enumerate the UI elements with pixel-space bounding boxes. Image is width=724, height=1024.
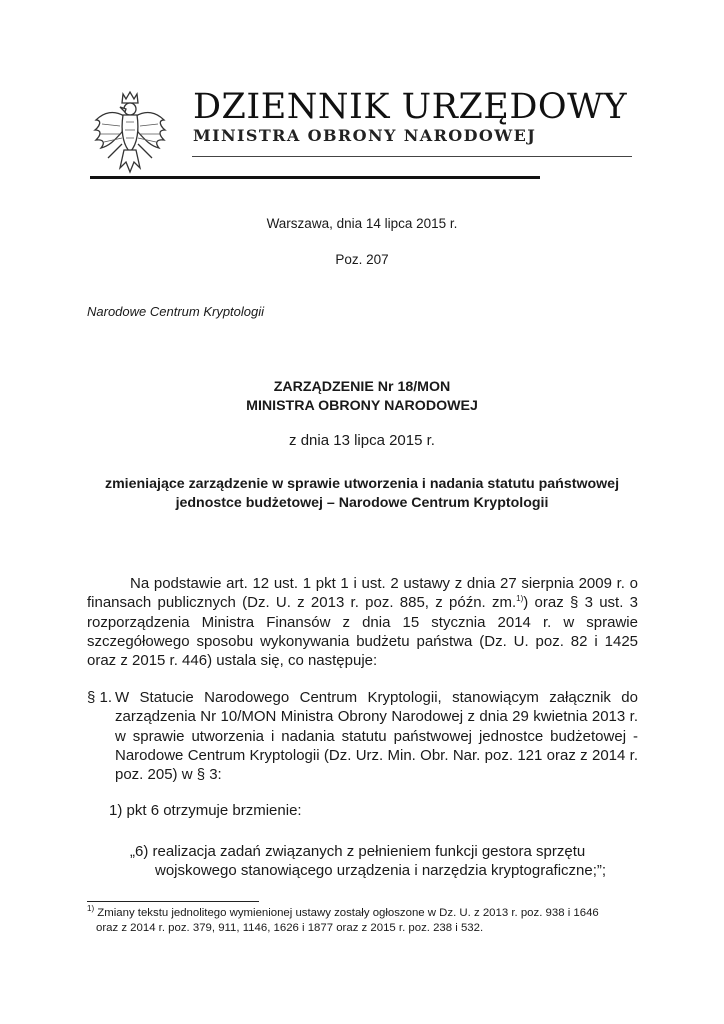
footnote-marker: 1) [87,904,95,914]
footnote-line1: Zmiany tekstu jednolitego wymienionej ustawy zostały ogłoszone w Dz. U. z 2013 r. poz. 938 i 1646 [97,907,599,919]
act-title-line2: MINISTRA OBRONY NARODOWEJ [246,398,478,414]
place-date: Warszawa, dnia 14 lipca 2015 r. [266,216,458,231]
preamble-text-part2: ) oraz § 3 ust. 3 rozporządzenia Ministra Finansów z dnia 15 stycznia 2014 r. w sprawie szczegółowego sposobu wykonywania budżetu państwa (Dz. U. poz. 82 i 1425 oraz z 2015 r. 446) ustala się, co następuje: [87,594,638,670]
act-title [0,378,724,416]
item-number: 1) [109,802,123,819]
list-item [109,802,302,819]
masthead-divider-thin [192,156,632,157]
section-1-number: § 1. [87,689,113,706]
footnote-reference: 1) [516,594,524,604]
masthead [88,84,640,192]
masthead-title: DZIENNIK URZĘDOWY [193,87,628,127]
act-subject-line2: jednostce budżetowej – Narodowe Centrum Kryptologii [175,495,549,511]
polish-eagle-emblem-icon [92,88,168,178]
footnote-separator [87,901,259,902]
act-subject-line1: zmieniające zarządzenie w sprawie utworzenia i nadania statutu państwowej [104,476,620,492]
item-text: pkt 6 otrzymuje brzmienie: [126,802,302,819]
footnote [87,906,638,936]
section-1-text: W Statucie Narodowego Centrum Kryptologii, stanowiącym załącznik do zarządzenia Nr 10/MON Ministra Obrony Narodowej z dnia 29 kwietnia 2013 r. w sprawie utworzenia i nadania statutu państwowej jednostce budżetowej - Narodowe Centrum Kryptologii (Dz. Urz. Min. Obr. Nar. poz. 121 oraz z 2014 r. poz. 205) w § 3: [115,689,638,784]
quote-line2: wojskowego stanowiącego urządzenia i narzędzia kryptograficzne;”; [155,862,607,880]
act-subject [0,475,724,513]
act-title-line1: ZARZĄDZENIE Nr 18/MON [273,379,451,395]
masthead-subtitle: MINISTRA OBRONY NARODOWEJ [193,126,537,145]
preamble-text-part1: Na podstawie art. 12 ust. 1 pkt 1 i ust. 2 ustawy z dnia 27 sierpnia 2009 r. o finansach publicznych (Dz. U. z 2013 r. poz. 885, z późn. zm. [87,575,638,612]
quote-line1: „6) realizacja zadań związanych z pełnieniem funkcji gestora sprzętu [130,843,586,860]
issuer-name: Narodowe Centrum Kryptologii [87,304,265,319]
act-date: z dnia 13 lipca 2015 r. [289,432,435,449]
preamble-paragraph [87,574,638,670]
amendment-quote [130,842,638,881]
footnote-line2: oraz z 2014 r. poz. 379, 911, 1146, 1626 i 1877 oraz z 2015 r. poz. 238 i 532. [96,922,484,934]
position-number: Poz. 207 [335,252,389,267]
masthead-divider-thick [90,176,540,179]
